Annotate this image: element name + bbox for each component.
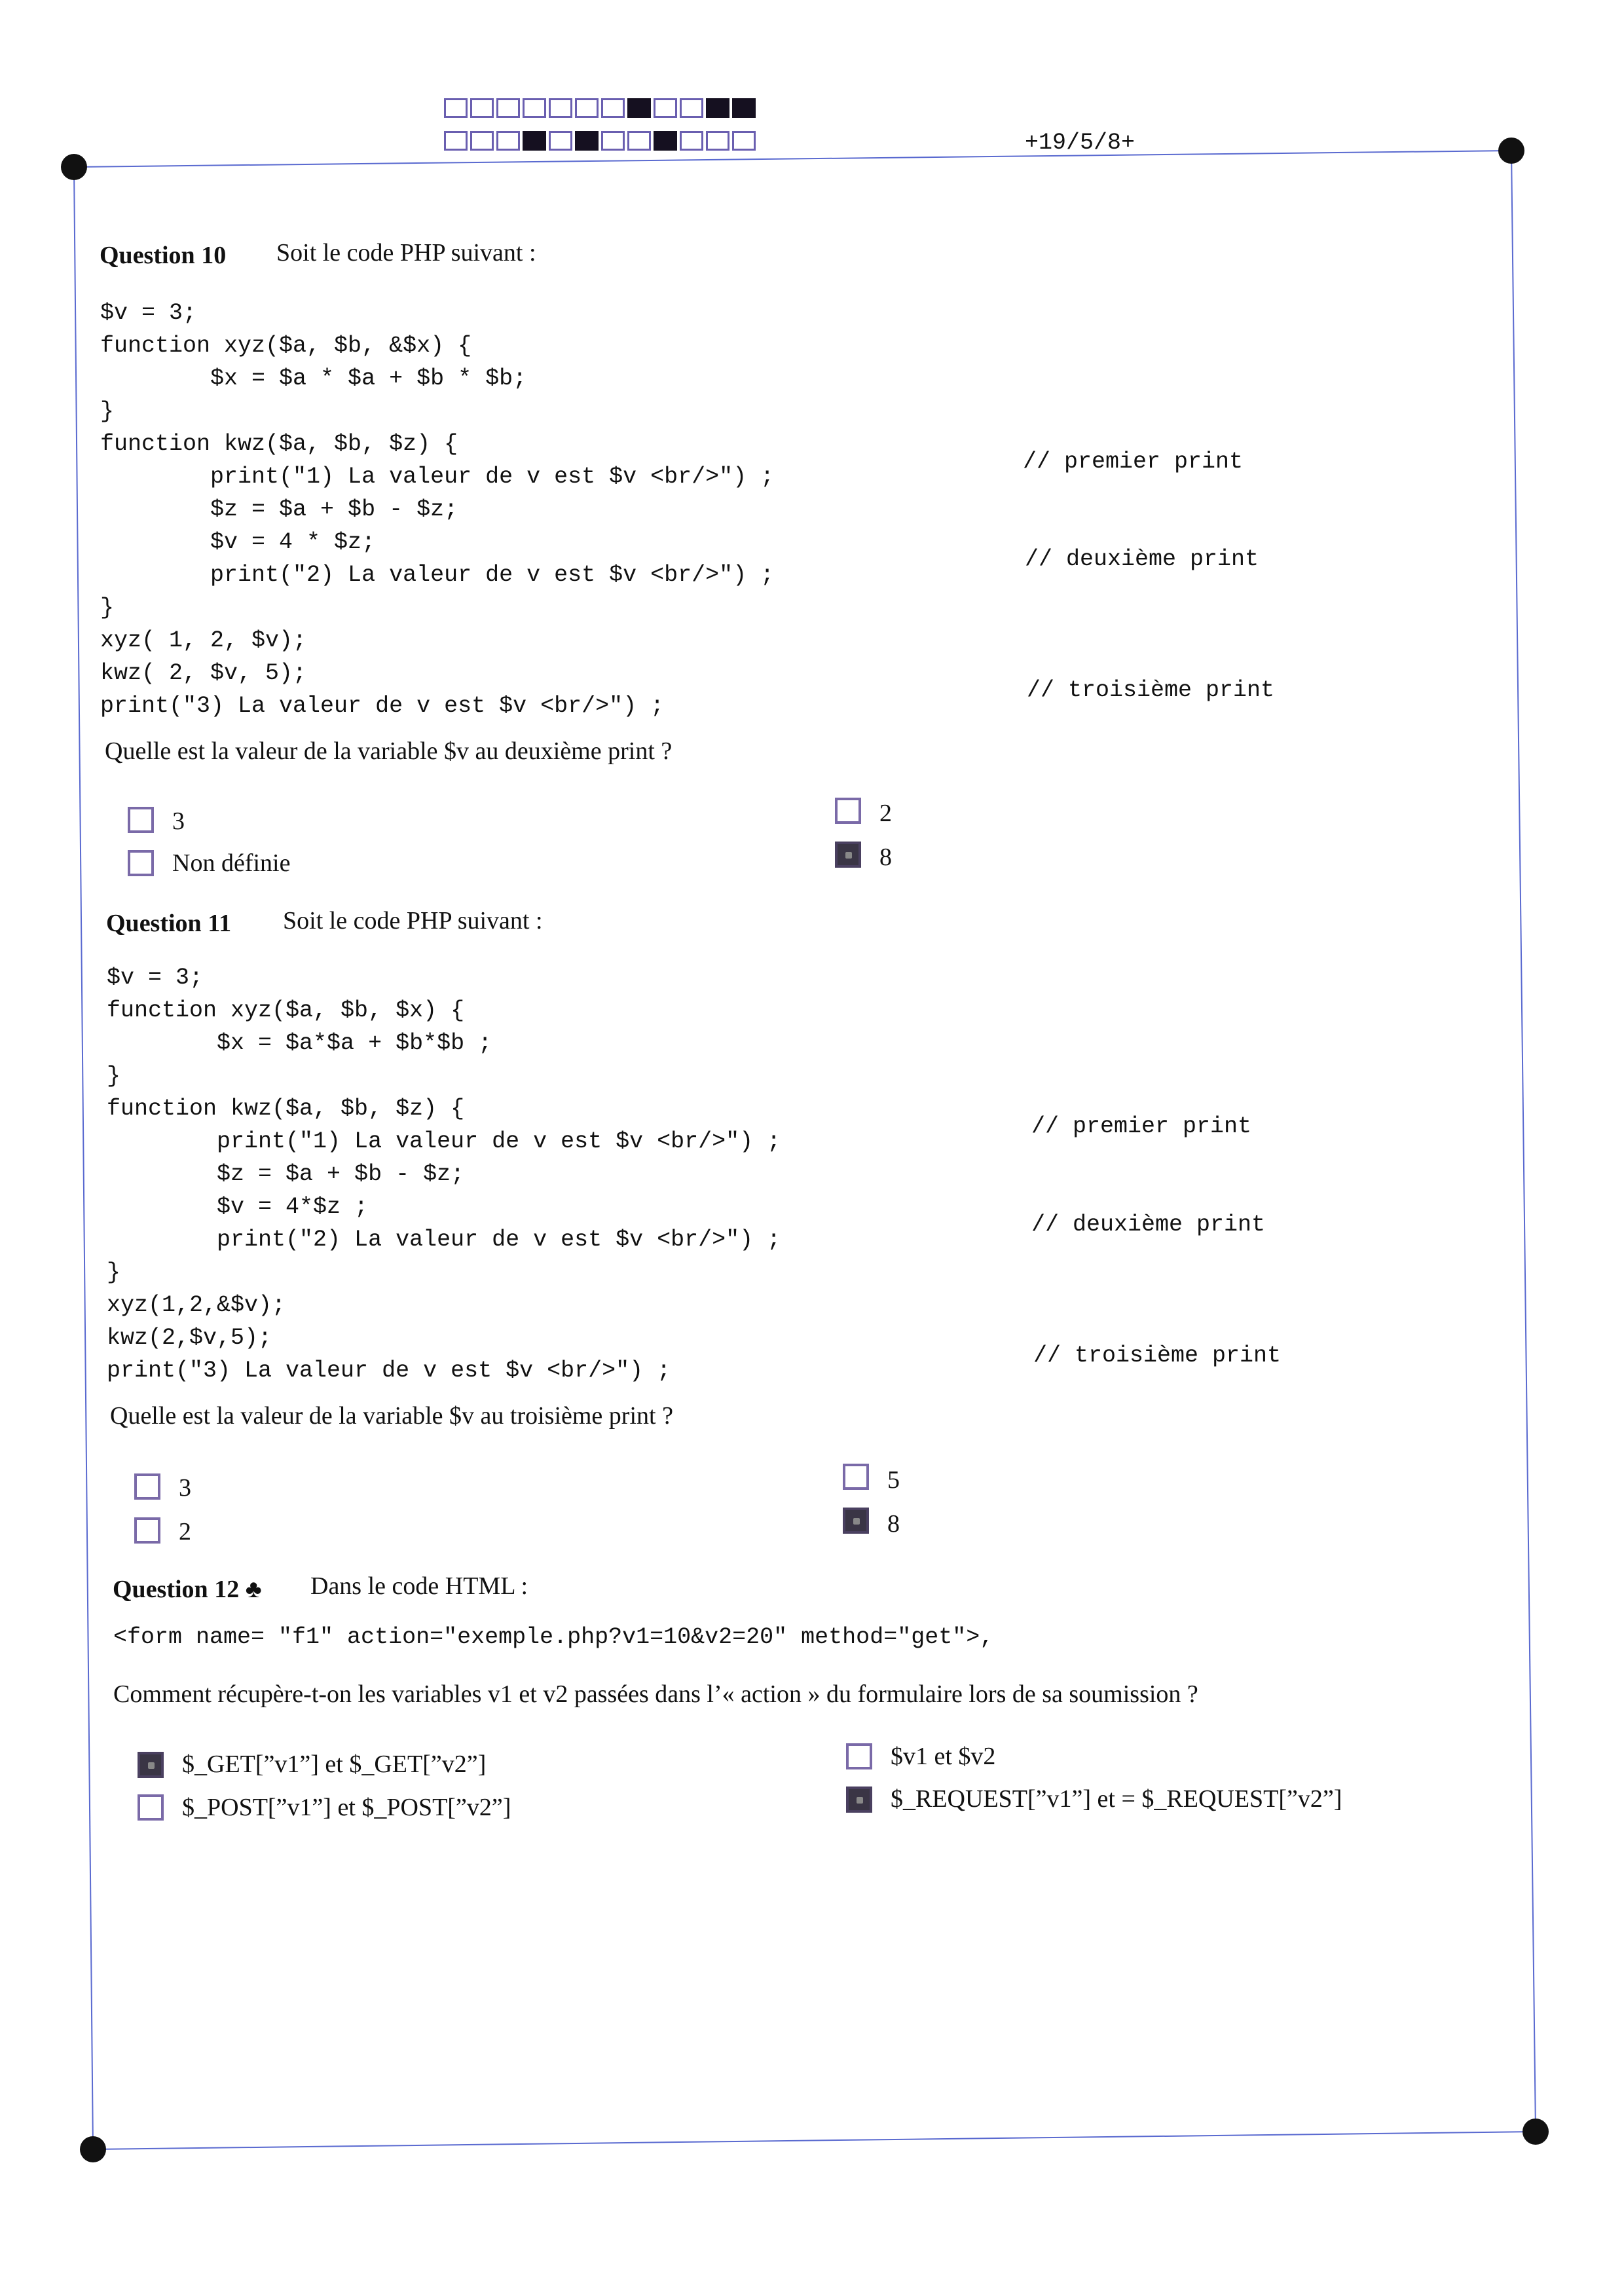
question-12-title: Question 12 ♣ — [113, 1576, 262, 1603]
id-grid-row-1 — [444, 98, 758, 118]
id-cell — [732, 131, 756, 151]
code-line: } — [100, 595, 115, 621]
q11-option-5-checkbox[interactable] — [843, 1464, 869, 1490]
code-line: kwz(2,$v,5); — [107, 1325, 272, 1351]
q10-option-3-checkbox[interactable] — [128, 807, 154, 833]
q12-option-request-label: $_REQUEST[”v1”] et = $_REQUEST[”v2”] — [891, 1785, 1342, 1813]
code-line: } — [107, 1063, 121, 1089]
code-line: $v = 3; — [100, 300, 197, 326]
q11-option-2-checkbox[interactable] — [134, 1517, 160, 1544]
corner-mark-top-right — [1498, 138, 1524, 164]
question-10-intro: Soit le code PHP suivant : — [276, 239, 536, 267]
q12-option-get-label: $_GET[”v1”] et $_GET[”v2”] — [182, 1750, 487, 1778]
id-cell-filled — [654, 131, 677, 151]
q11-option-2-label: 2 — [179, 1518, 191, 1546]
id-cell-filled — [523, 131, 546, 151]
question-10-comment-2: // deuxième print — [1025, 546, 1259, 572]
q10-option-2-label: 2 — [879, 800, 892, 827]
question-10-comment-1: // premier print — [1023, 449, 1244, 475]
id-cell — [470, 98, 494, 118]
id-cell — [523, 98, 546, 118]
code-line: $v = 4 * $z; — [100, 529, 376, 555]
page-code: +19/5/8+ — [1025, 130, 1135, 156]
q11-option-5-label: 5 — [887, 1466, 900, 1494]
code-line: $z = $a + $b - $z; — [100, 496, 458, 523]
id-cell — [706, 131, 729, 151]
id-cell-filled — [732, 98, 756, 118]
code-line: print("1) La valeur de v est $v <br/>") ; — [100, 464, 775, 490]
corner-mark-bottom-left — [80, 2136, 106, 2162]
id-cell — [496, 98, 520, 118]
q12-option-get-checkbox[interactable] — [138, 1752, 164, 1778]
question-11-intro: Soit le code PHP suivant : — [283, 907, 543, 935]
id-cell — [680, 98, 703, 118]
id-cell — [601, 98, 625, 118]
code-line: $v = 3; — [107, 965, 204, 991]
id-cell — [444, 98, 468, 118]
code-line: function xyz($a, $b, $x) { — [107, 997, 465, 1024]
q12-option-vars-label: $v1 et $v2 — [891, 1743, 996, 1770]
code-line: xyz(1,2,&$v); — [107, 1292, 286, 1318]
code-line: print("3) La valeur de v est $v <br/>") ; — [100, 693, 665, 719]
q10-option-8-label: 8 — [879, 843, 892, 871]
id-cell — [496, 131, 520, 151]
code-line: } — [107, 1259, 121, 1286]
code-line: $v = 4*$z ; — [107, 1194, 369, 1220]
code-line: print("3) La valeur de v est $v <br/>") ; — [107, 1358, 671, 1384]
question-12-code-line: <form name= "f1" action="exemple.php?v1=10&v2=20" method="get">, — [113, 1624, 994, 1650]
q10-option-8-checkbox[interactable] — [835, 842, 861, 868]
code-line: function kwz($a, $b, $z) { — [100, 431, 458, 457]
question-11-code-block — [107, 961, 781, 1387]
id-cell — [627, 131, 651, 151]
question-12-intro: Dans le code HTML : — [310, 1572, 528, 1600]
code-line: print("1) La valeur de v est $v <br/>") ; — [107, 1128, 781, 1155]
code-line: print("2) La valeur de v est $v <br/>") ; — [100, 562, 775, 588]
id-cell — [680, 131, 703, 151]
q10-option-3-label: 3 — [172, 807, 185, 835]
q11-option-3-checkbox[interactable] — [134, 1473, 160, 1500]
code-line: function xyz($a, $b, &$x) { — [100, 333, 472, 359]
q12-option-post-label: $_POST[”v1”] et $_POST[”v2”] — [182, 1794, 511, 1821]
code-line: $x = $a*$a + $b*$b ; — [107, 1030, 492, 1056]
question-11-prompt: Quelle est la valeur de la variable $v au troisième print ? — [110, 1402, 673, 1430]
question-11-comment-1: // premier print — [1031, 1113, 1252, 1139]
id-grid-row-2 — [444, 131, 758, 151]
id-cell — [549, 98, 572, 118]
id-cell — [470, 131, 494, 151]
q11-option-8-label: 8 — [887, 1510, 900, 1538]
question-10-prompt: Quelle est la valeur de la variable $v au deuxième print ? — [105, 737, 673, 765]
q12-option-request-checkbox[interactable] — [846, 1787, 872, 1813]
q10-option-non-definie-label: Non définie — [172, 849, 291, 877]
code-line: kwz( 2, $v, 5); — [100, 660, 307, 686]
q11-option-8-checkbox[interactable] — [843, 1508, 869, 1534]
id-cell — [444, 131, 468, 151]
question-11-comment-2: // deuxième print — [1031, 1212, 1266, 1238]
q12-option-vars-checkbox[interactable] — [846, 1743, 872, 1769]
id-cell-filled — [706, 98, 729, 118]
id-cell — [654, 98, 677, 118]
id-cell — [601, 131, 625, 151]
id-cell-filled — [627, 98, 651, 118]
code-line: } — [100, 398, 115, 424]
code-line: function kwz($a, $b, $z) { — [107, 1096, 465, 1122]
corner-mark-bottom-right — [1522, 2119, 1549, 2145]
question-11-title: Question 11 — [106, 910, 232, 937]
code-line: $x = $a * $a + $b * $b; — [100, 365, 527, 392]
q10-option-2-checkbox[interactable] — [835, 798, 861, 824]
code-line: print("2) La valeur de v est $v <br/>") ; — [107, 1227, 781, 1253]
id-cell-filled — [575, 131, 599, 151]
question-10-title: Question 10 — [100, 242, 227, 269]
id-cell — [575, 98, 599, 118]
corner-mark-top-left — [61, 154, 87, 180]
id-cell — [549, 131, 572, 151]
question-12-prompt: Comment récupère-t-on les variables v1 et v2 passées dans l’« action » du formulaire lors de sa soumission ? — [113, 1680, 1198, 1708]
q10-option-non-definie-checkbox[interactable] — [128, 850, 154, 876]
code-line: $z = $a + $b - $z; — [107, 1161, 465, 1187]
question-10-code-block — [100, 297, 774, 722]
question-11-comment-3: // troisième print — [1033, 1342, 1282, 1369]
q11-option-3-label: 3 — [179, 1474, 191, 1502]
question-10-comment-3: // troisième print — [1027, 677, 1275, 703]
q12-option-post-checkbox[interactable] — [138, 1794, 164, 1821]
code-line: xyz( 1, 2, $v); — [100, 627, 307, 654]
